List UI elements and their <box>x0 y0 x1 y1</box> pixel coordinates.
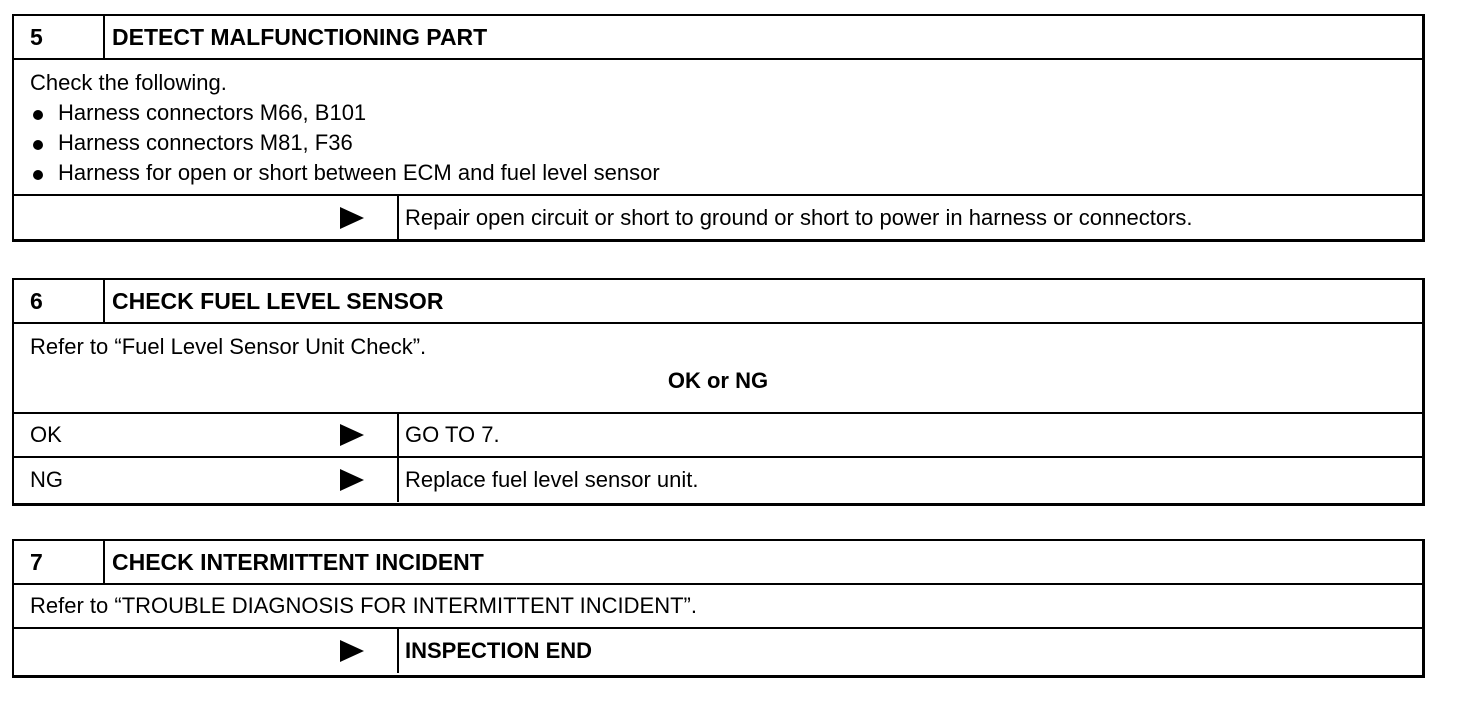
step-7-header <box>14 541 1422 585</box>
arrow-right-icon <box>340 424 364 446</box>
step-5-title: DETECT MALFUNCTIONING PART <box>112 23 488 50</box>
step-7-result-text: INSPECTION END <box>405 638 593 663</box>
step-5-number: 5 <box>14 16 105 58</box>
step-5-body <box>14 60 1422 196</box>
step-6-title: CHECK FUEL LEVEL SENSOR <box>112 287 444 314</box>
step-5-checklist <box>30 98 1406 188</box>
arrow-right-icon <box>340 207 364 229</box>
checklist-item: Harness connectors M81, F36 <box>30 128 1406 158</box>
ok-label-text: OK <box>30 422 62 447</box>
checklist-item: Harness connectors M66, B101 <box>30 98 1406 128</box>
step-5-result-text: Repair open circuit or short to ground or short to power in harness or connectors. <box>405 205 1193 230</box>
step-7-result-label <box>14 629 399 673</box>
step-6-judgement: OK or NG <box>667 368 769 393</box>
step-6-ok-label <box>14 414 399 456</box>
arrow-right-icon <box>340 469 364 491</box>
step-5-header <box>14 16 1422 60</box>
step-7-box <box>12 539 1425 678</box>
step-6-number: 6 <box>14 280 105 322</box>
step-6-box <box>12 278 1425 506</box>
step-6-ng-text: Replace fuel level sensor unit. <box>405 467 699 492</box>
ng-label-text: NG <box>30 467 63 492</box>
step-5-result-row <box>14 196 1422 240</box>
step-6-ok-row <box>14 414 1422 458</box>
checklist-item: Harness for open or short between ECM and fuel level sensor <box>30 158 1406 188</box>
step-6-ng-row <box>14 458 1422 502</box>
arrow-right-icon <box>340 640 364 662</box>
step-6-ng-label <box>14 458 399 502</box>
step-7-body <box>14 585 1422 629</box>
step-5-box <box>12 14 1425 242</box>
step-7-result-row <box>14 629 1422 673</box>
step-6-intro: Refer to “Fuel Level Sensor Unit Check”. <box>30 334 427 359</box>
step-7-title: CHECK INTERMITTENT INCIDENT <box>112 548 484 575</box>
step-6-body <box>14 324 1422 414</box>
step-6-header <box>14 280 1422 324</box>
step-5-result-label <box>14 196 399 240</box>
step-7-number: 7 <box>14 541 105 583</box>
step-6-ok-text: GO TO 7. <box>405 422 500 447</box>
step-7-intro: Refer to “TROUBLE DIAGNOSIS FOR INTERMITTENT INCIDENT”. <box>30 593 697 618</box>
step-5-intro: Check the following. <box>30 70 227 95</box>
